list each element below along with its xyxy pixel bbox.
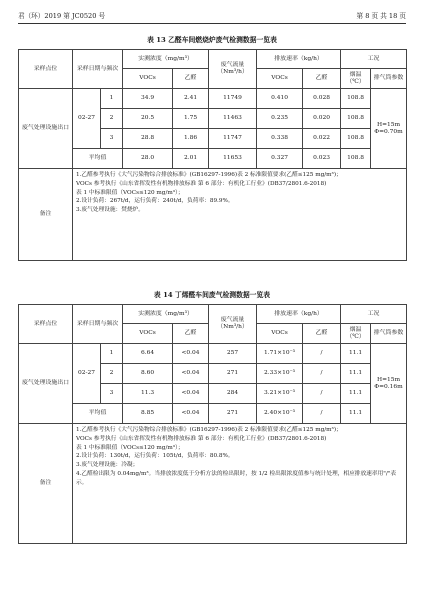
header-sampling-point: 采样点位 bbox=[19, 305, 73, 344]
flow-cell: 271 bbox=[209, 404, 257, 424]
remark-line: 1.乙醛参考执行《大气污染物综合排放标准》(GB16297-1996)表 2 标准限值要求(乙醛≤125 mg/m³)； bbox=[76, 172, 342, 178]
remark-line: 3.废气处理设施：冷凝； bbox=[76, 462, 139, 469]
remarks-row bbox=[19, 424, 407, 544]
freq-cell: 1 bbox=[101, 89, 123, 109]
vocs-conc-cell: 8.60 bbox=[123, 364, 173, 384]
page-number: 第 8 页 共 18 页 bbox=[356, 12, 406, 20]
header-stack-params: 排气筒参数 bbox=[371, 69, 407, 89]
remark-line: 4.乙醛检出限为 0.04mg/m³。当排放浓度低于分析方法的检出限时，按 1/2 检出限浓度值参与统计处理，相应排放速率用"/"表示。 bbox=[76, 471, 397, 486]
vocs-rate-cell: 0.327 bbox=[257, 149, 303, 169]
acetaldehyde-conc-cell: <0.04 bbox=[173, 344, 209, 364]
freq-cell: 1 bbox=[101, 344, 123, 364]
freq-cell: 2 bbox=[101, 109, 123, 129]
stack-params bbox=[371, 344, 407, 424]
header-flow: 废气流量（Nm³/h） bbox=[209, 305, 257, 344]
table14 bbox=[18, 304, 407, 544]
vocs-conc-cell: 28.0 bbox=[123, 149, 173, 169]
remark-line: 2.设计负荷：130t/d，运行负荷：105t/d，负荷率：80.8%。 bbox=[76, 453, 234, 460]
acetaldehyde-conc-cell: 2.01 bbox=[173, 149, 209, 169]
vocs-conc-cell: 20.5 bbox=[123, 109, 173, 129]
acetaldehyde-rate-cell: 0.022 bbox=[303, 129, 341, 149]
header-emission-rate: 排放速率（kg/h） bbox=[257, 50, 341, 69]
flow-cell: 11749 bbox=[209, 89, 257, 109]
vocs-rate-cell: 2.33×10⁻³ bbox=[257, 364, 303, 384]
temp-cell: 108.8 bbox=[341, 149, 371, 169]
acetaldehyde-conc-cell: 1.86 bbox=[173, 129, 209, 149]
temp-cell: 11.1 bbox=[341, 364, 371, 384]
remark-line: VOCs 参考执行《山东省挥发性有机物排放标准 第 6 部分：有机化工行业》(DB37/2801.6-2018) bbox=[76, 435, 327, 442]
header-measured-conc: 实测浓度（mg/m³） bbox=[123, 50, 209, 69]
remarks-text bbox=[73, 169, 407, 261]
acetaldehyde-rate-cell: / bbox=[303, 364, 341, 384]
header-sampling-date: 采样日期与频次 bbox=[73, 50, 123, 89]
flow-cell: 11747 bbox=[209, 129, 257, 149]
acetaldehyde-rate-cell: 0.023 bbox=[303, 149, 341, 169]
acetaldehyde-conc-cell: <0.04 bbox=[173, 364, 209, 384]
remarks-label: 备注 bbox=[19, 169, 73, 261]
table13-title: 表 13 乙醛车间燃烧炉废气检测数据一览表 bbox=[147, 36, 277, 44]
average-row bbox=[19, 404, 407, 424]
average-label: 平均值 bbox=[73, 404, 123, 424]
header-condition: 工况 bbox=[341, 305, 407, 324]
header-stack-params: 排气筒参数 bbox=[371, 324, 407, 344]
acetaldehyde-conc-cell: 1.75 bbox=[173, 109, 209, 129]
remark-line: 1.乙醛参考执行《大气污染物综合排放标准》(GB16297-1996)表 2 标准限值要求(乙醛≤125 mg/m³)； bbox=[76, 427, 342, 433]
header-vocs: VOCs bbox=[123, 69, 173, 89]
average-label: 平均值 bbox=[73, 149, 123, 169]
header-measured-conc: 实测浓度（mg/m³） bbox=[123, 305, 209, 324]
header-vocs: VOCs bbox=[123, 324, 173, 344]
vocs-rate-cell: 0.338 bbox=[257, 129, 303, 149]
report-number: 君（环）2019 第 JC0520 号 bbox=[18, 12, 106, 20]
acetaldehyde-rate-cell: / bbox=[303, 384, 341, 404]
flow-cell: 271 bbox=[209, 364, 257, 384]
temp-cell: 11.1 bbox=[341, 404, 371, 424]
table14-title: 表 14 丁烯醛车间废气检测数据一览表 bbox=[153, 291, 271, 299]
table-row bbox=[19, 89, 407, 109]
remark-line: 表 1 中标准限值（VOCs≤120 mg/m³）； bbox=[76, 189, 184, 196]
header-condition: 工况 bbox=[341, 50, 407, 69]
vocs-conc-cell: 6.64 bbox=[123, 344, 173, 364]
temp-cell: 11.1 bbox=[341, 384, 371, 404]
header-acetaldehyde-rate: 乙醛 bbox=[303, 69, 341, 89]
flow-cell: 11463 bbox=[209, 109, 257, 129]
header-sampling-date: 采样日期与频次 bbox=[73, 305, 123, 344]
header-vocs-rate: VOCs bbox=[257, 69, 303, 89]
remark-line: 3.废气处理设施：焚烧炉。 bbox=[76, 207, 144, 214]
table13 bbox=[18, 49, 407, 261]
acetaldehyde-rate-cell: 0.020 bbox=[303, 109, 341, 129]
header-acetaldehyde: 乙醛 bbox=[173, 324, 209, 344]
stack-height: H=15m bbox=[376, 376, 401, 383]
header-sampling-point: 采样点位 bbox=[19, 50, 73, 89]
vocs-conc-cell: 11.3 bbox=[123, 384, 173, 404]
header-acetaldehyde: 乙醛 bbox=[173, 69, 209, 89]
average-row bbox=[19, 149, 407, 169]
vocs-conc-cell: 34.9 bbox=[123, 89, 173, 109]
sampling-point: 废气处理设施出口 bbox=[19, 344, 73, 424]
sampling-date: 02-27 bbox=[73, 89, 101, 149]
remark-line: 2.设计负荷：267t/d，运行负荷：240t/d，负荷率：89.9%。 bbox=[76, 198, 234, 205]
sampling-point: 废气处理设施出口 bbox=[19, 89, 73, 169]
vocs-rate-cell: 2.40×10⁻³ bbox=[257, 404, 303, 424]
sampling-date: 02-27 bbox=[73, 344, 101, 404]
acetaldehyde-conc-cell: <0.04 bbox=[173, 384, 209, 404]
header-flue-temp: 烟温（℃） bbox=[341, 324, 371, 344]
vocs-rate-cell: 1.71×10⁻³ bbox=[257, 344, 303, 364]
acetaldehyde-rate-cell: / bbox=[303, 344, 341, 364]
table-row bbox=[19, 344, 407, 364]
remarks-row bbox=[19, 169, 407, 261]
header-vocs-rate: VOCs bbox=[257, 324, 303, 344]
temp-cell: 11.1 bbox=[341, 344, 371, 364]
vocs-rate-cell: 0.410 bbox=[257, 89, 303, 109]
freq-cell: 2 bbox=[101, 364, 123, 384]
vocs-conc-cell: 28.8 bbox=[123, 129, 173, 149]
vocs-conc-cell: 8.85 bbox=[123, 404, 173, 424]
stack-diameter: Φ=0.16m bbox=[374, 383, 403, 390]
temp-cell: 108.8 bbox=[341, 89, 371, 109]
freq-cell: 3 bbox=[101, 129, 123, 149]
flow-cell: 257 bbox=[209, 344, 257, 364]
acetaldehyde-conc-cell: <0.04 bbox=[173, 404, 209, 424]
stack-height: H=15m bbox=[376, 121, 401, 128]
header-emission-rate: 排放速率（kg/h） bbox=[257, 305, 341, 324]
header-acetaldehyde-rate: 乙醛 bbox=[303, 324, 341, 344]
stack-params bbox=[371, 89, 407, 169]
vocs-rate-cell: 0.235 bbox=[257, 109, 303, 129]
header-flow: 废气流量（Nm³/h） bbox=[209, 50, 257, 89]
flow-cell: 11653 bbox=[209, 149, 257, 169]
vocs-rate-cell: 3.21×10⁻³ bbox=[257, 384, 303, 404]
header-rule bbox=[18, 23, 406, 24]
acetaldehyde-conc-cell: 2.41 bbox=[173, 89, 209, 109]
acetaldehyde-rate-cell: 0.028 bbox=[303, 89, 341, 109]
remarks-text bbox=[73, 424, 407, 544]
header-flue-temp: 烟温（℃） bbox=[341, 69, 371, 89]
flow-cell: 284 bbox=[209, 384, 257, 404]
remark-line: 表 1 中标准限值（VOCs≤120 mg/m³）； bbox=[76, 444, 184, 451]
remark-line: VOCs 参考执行《山东省挥发性有机物排放标准 第 6 部分：有机化工行业》(DB37/2801.6-2018) bbox=[76, 180, 327, 187]
stack-diameter: Φ=0.70m bbox=[374, 128, 403, 135]
remarks-label: 备注 bbox=[19, 424, 73, 544]
acetaldehyde-rate-cell: / bbox=[303, 404, 341, 424]
freq-cell: 3 bbox=[101, 384, 123, 404]
temp-cell: 108.8 bbox=[341, 109, 371, 129]
page-header bbox=[18, 10, 406, 22]
temp-cell: 108.8 bbox=[341, 129, 371, 149]
